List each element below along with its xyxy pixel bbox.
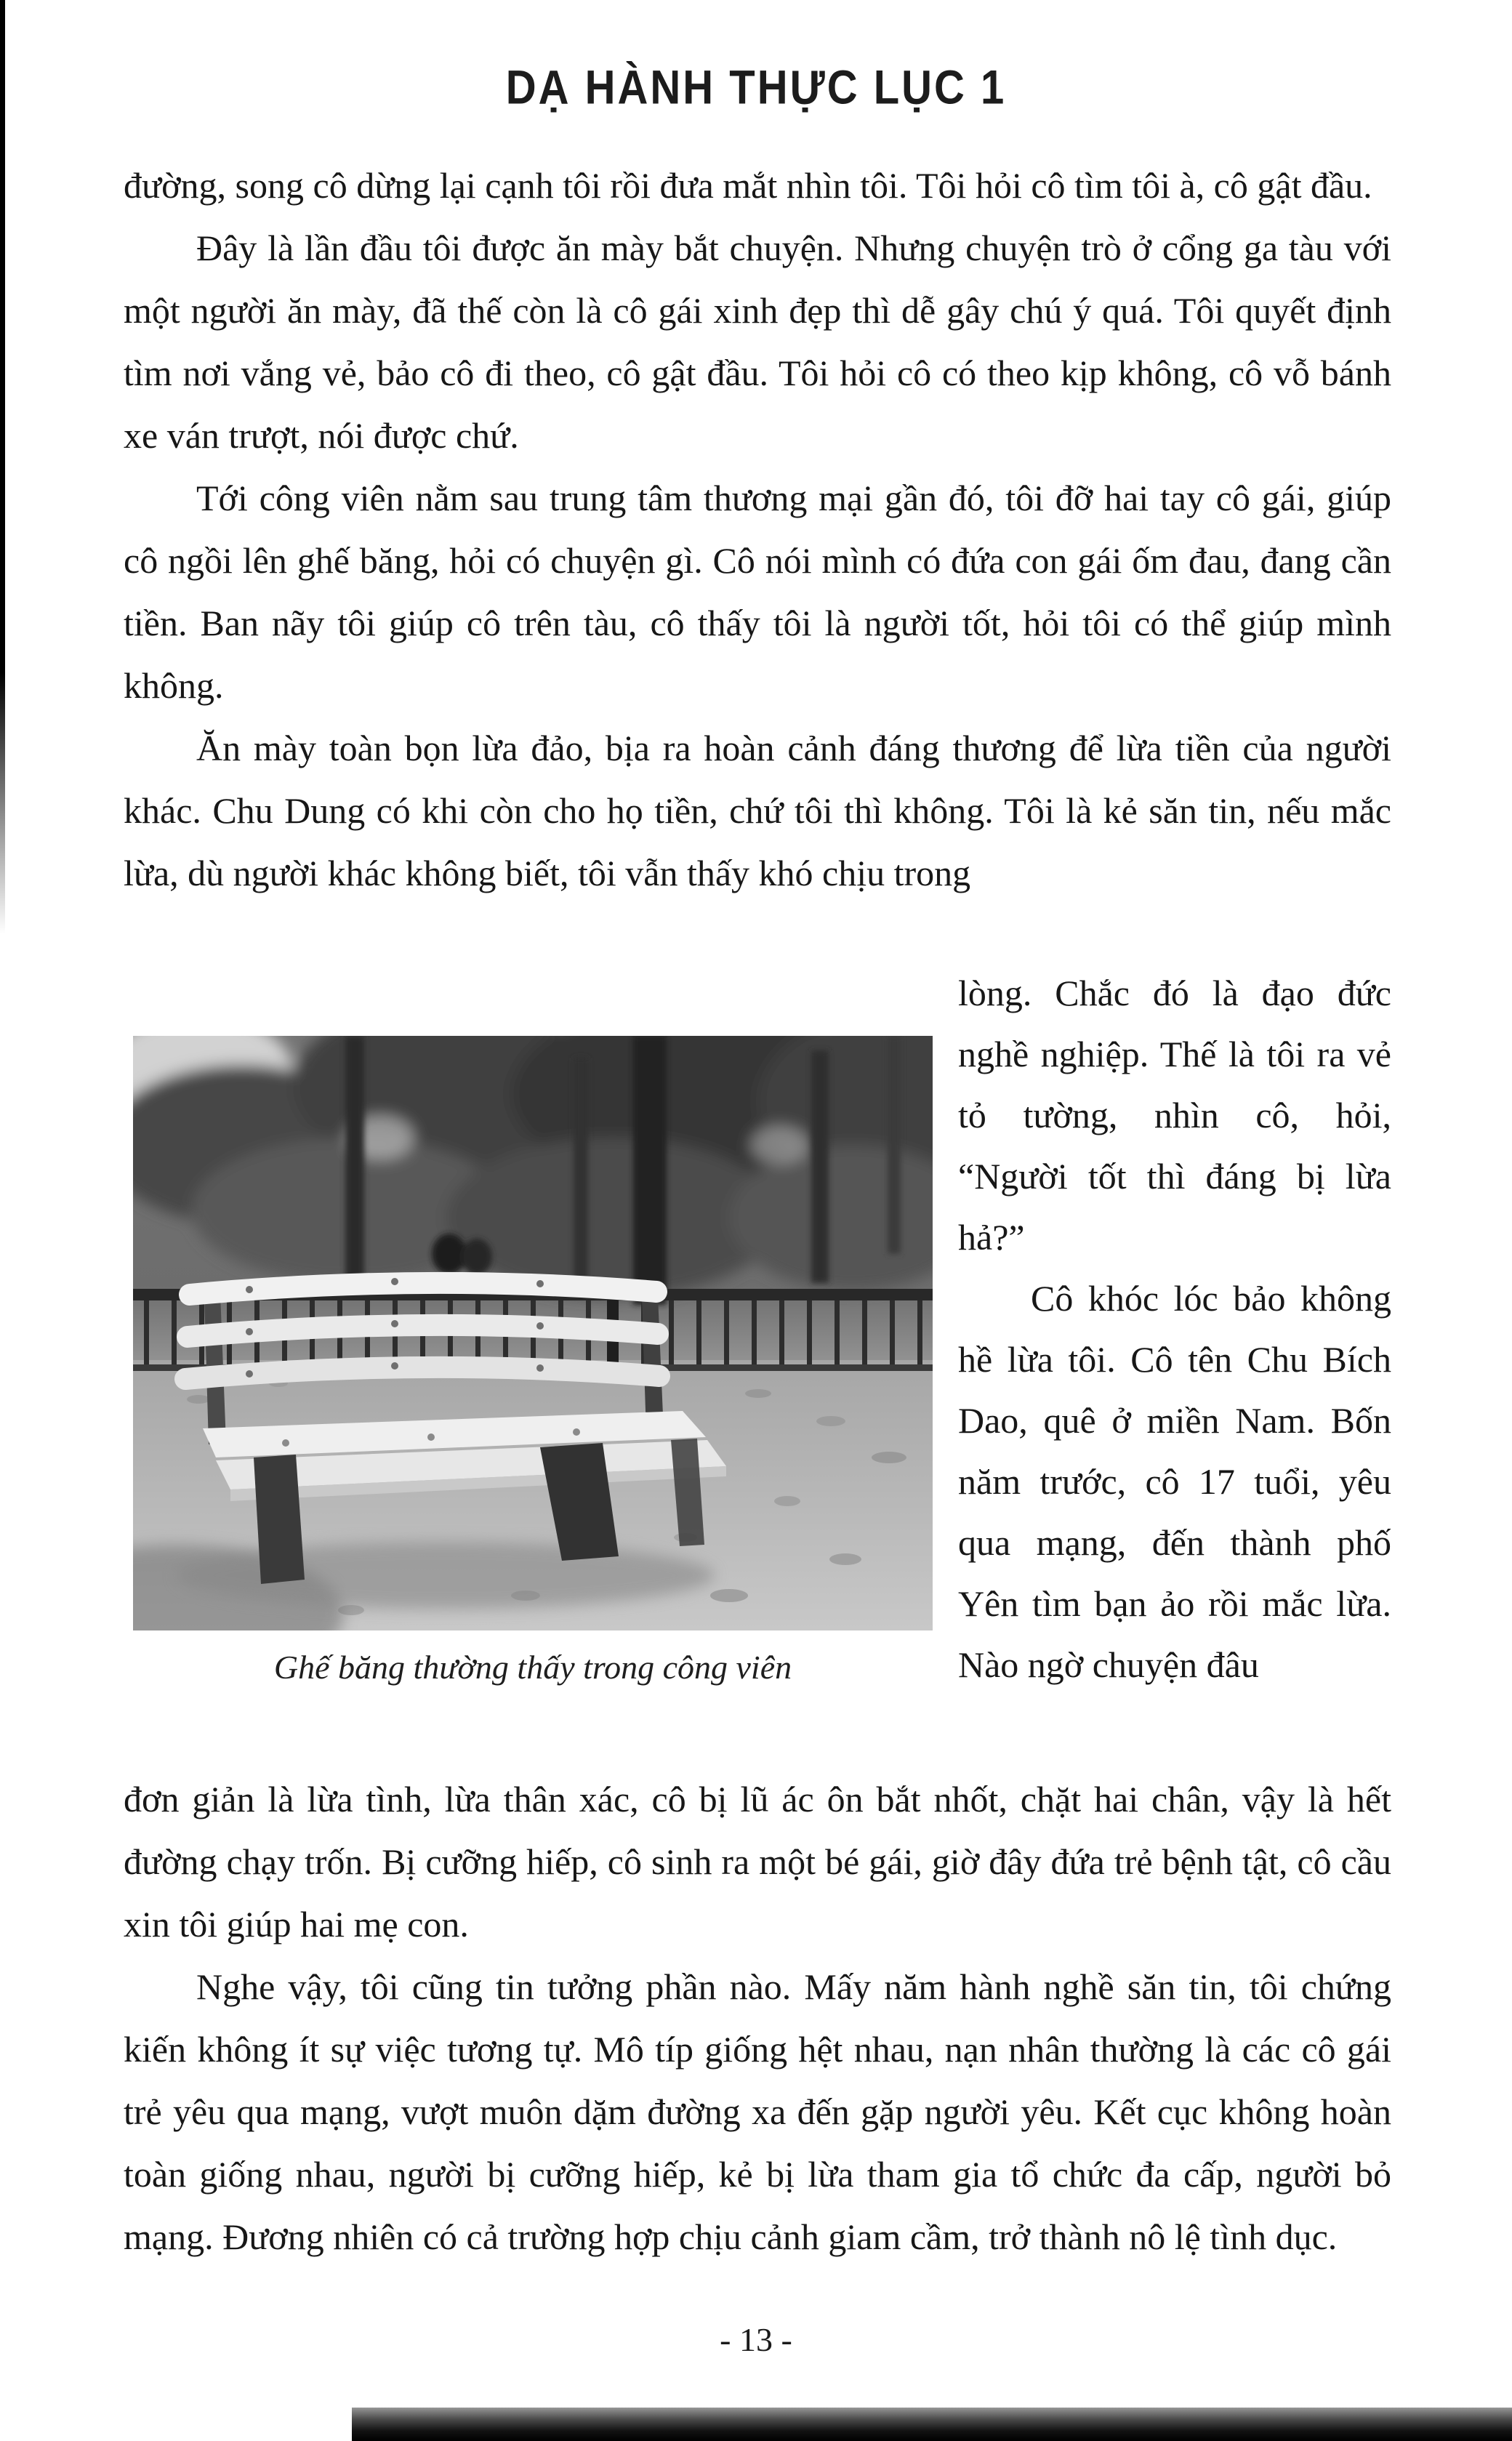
body-text-lower [124, 1768, 1391, 2268]
paragraph: lòng. Chắc đó là đạo đức nghề nghiệp. Thế là tôi ra vẻ tỏ tường, nhìn cô, hỏi, “Người tốt thì đáng bị lừa hả?” [958, 973, 1391, 1258]
paragraph: Cô khóc lóc bảo không hề lừa tôi. Cô tên Chu Bích Dao, quê ở miền Nam. Bốn năm trước, cô 17 tuổi, yêu qua mạng, đến thành phố Yên tìm bạn ảo rồi mắc lừa. Nào ngờ chuyện đâu [958, 1278, 1391, 1685]
scan-edge-bottom [352, 2408, 1512, 2441]
book-title-header: DẠ HÀNH THỰC LỤC 1 [505, 60, 1007, 115]
park-bench-photo-svg [133, 1036, 933, 1630]
paragraph: Nghe vậy, tôi cũng tin tưởng phần nào. Mấy năm hành nghề săn tin, tôi chứng kiến không ít sự việc tương tự. Mô típ giống hệt nhau, nạn nhân thường là các cô gái trẻ yêu qua mạng, vượt muôn dặm đường xa đến gặp người yêu. Kết cục không hoàn toàn giống nhau, người bị cưỡng hiếp, kẻ bị lừa tham gia tổ chức đa cấp, người bỏ mạng. Đương nhiên có cả trường hợp chịu cảnh giam cầm, trở thành nô lệ tình dục. [124, 1966, 1391, 2257]
paragraph: Ăn mày toàn bọn lừa đảo, bịa ra hoàn cảnh đáng thương để lừa tiền của người khác. Chu Dung có khi còn cho họ tiền, chứ tôi thì không. Tôi là kẻ săn tin, nếu mắc lừa, dù người khác không biết, tôi vẫn thấy khó chịu trong [124, 728, 1391, 893]
scan-edge-left [0, 0, 5, 934]
park-bench-photo [133, 1036, 933, 1630]
paragraph: đơn giản là lừa tình, lừa thân xác, cô bị lũ ác ôn bắt nhốt, chặt hai chân, vậy là hết đường chạy trốn. Bị cưỡng hiếp, cô sinh ra một bé gái, giờ đây đứa trẻ bệnh tật, cô cầu xin tôi giúp hai mẹ con. [124, 1779, 1391, 1945]
body-text-beside-photo [958, 962, 1391, 1695]
body-text-upper [124, 154, 1391, 904]
paragraph: Đây là lần đầu tôi được ăn mày bắt chuyện. Nhưng chuyện trò ở cổng ga tàu với một người ăn mày, đã thế còn là cô gái xinh đẹp thì dễ gây chú ý quá. Tôi quyết định tìm nơi vắng vẻ, bảo cô đi theo, cô gật đầu. Tôi hỏi cô có theo kịp không, cô vỗ bánh xe ván trượt, nói được chứ. [124, 228, 1391, 456]
paragraph: đường, song cô dừng lại cạnh tôi rồi đưa mắt nhìn tôi. Tôi hỏi cô tìm tôi à, cô gật đầu. [124, 165, 1372, 206]
figure-park-bench [133, 1036, 933, 1686]
page-number: - 13 - [720, 2321, 792, 2358]
paragraph: Tới công viên nằm sau trung tâm thương mại gần đó, tôi đỡ hai tay cô gái, giúp cô ngồi lên ghế băng, hỏi có chuyện gì. Cô nói mình có đứa con gái ốm đau, đang cần tiền. Ban nãy tôi giúp cô trên tàu, cô thấy tôi là người tốt, hỏi tôi có thể giúp mình không. [124, 478, 1391, 706]
photo-caption: Ghế băng thường thấy trong công viên [273, 1649, 792, 1686]
